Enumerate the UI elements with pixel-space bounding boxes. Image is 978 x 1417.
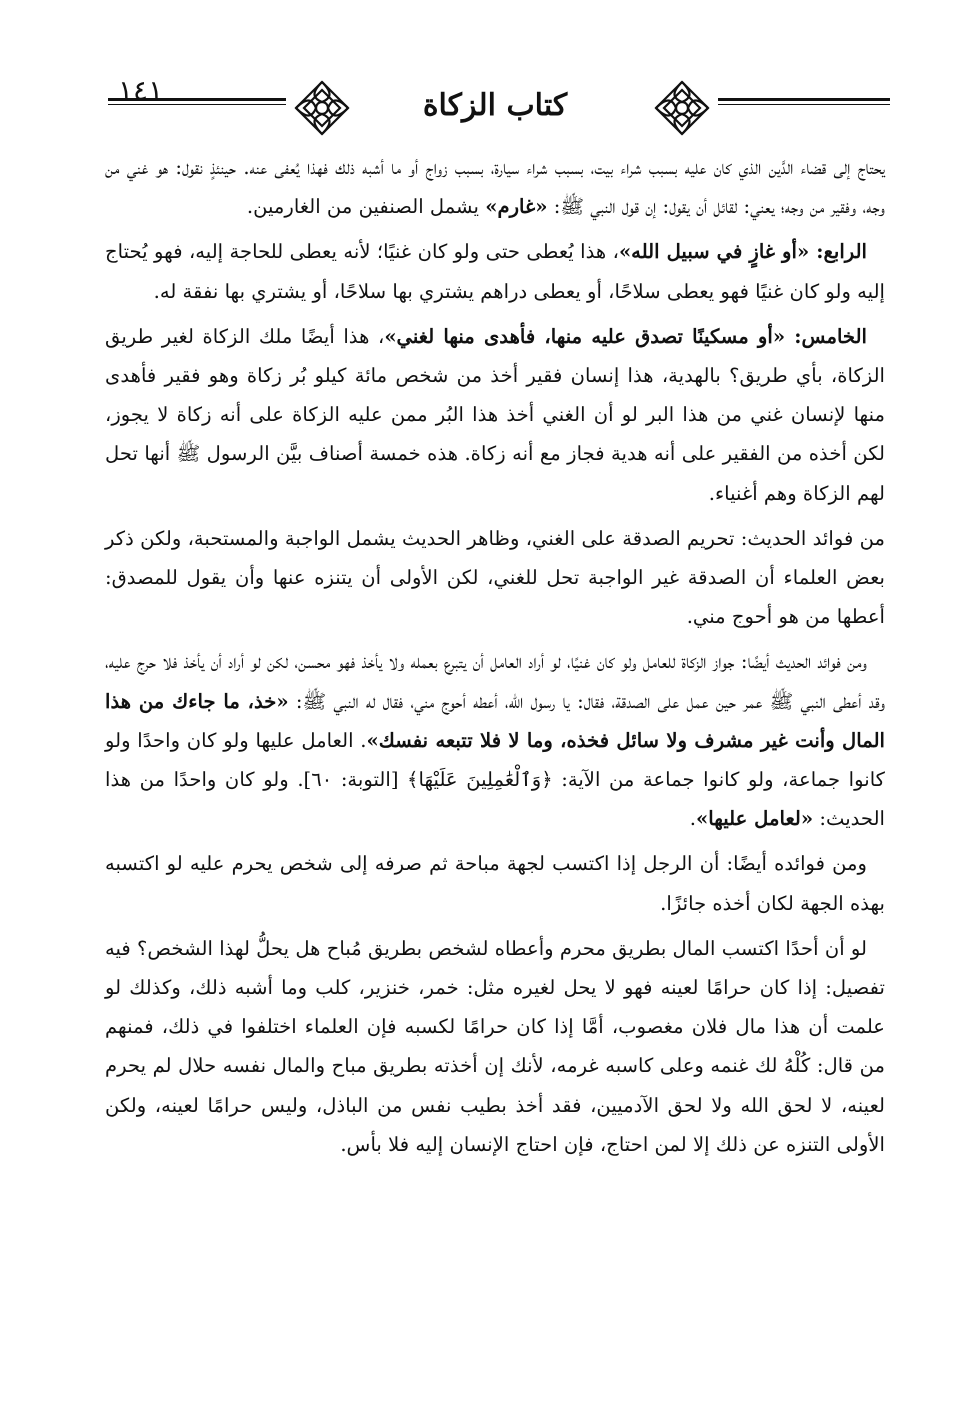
text-run: «غارم» xyxy=(485,195,548,219)
paragraph-2 xyxy=(105,232,885,310)
page-body xyxy=(105,148,885,1170)
text-run: . العامل عليها ولو كان واحدًا ولو كانوا جماعة، ولو كانوا جماعة من الآية: ﴿وَٱلْعَٰمِلِينَ عَلَيْهَا﴾ [التوبة: ٦٠]. ولو كان واحدًا من هذا الحديث: xyxy=(105,728,885,831)
paragraph-5 xyxy=(105,642,885,838)
text-run: الخامس: xyxy=(785,324,867,348)
text-run: ومن فوائد الحديث أيضًا: جواز الزكاة للعامل ولو كان غنيًا، لو أراد العامل أن يتبرع بعمله ولا يأخذ فهو محسن، لكن لو أراد أن يأخذ فلا حرج عليه، وقد أعطى النبي ﷺ عمر حين عمل على الصدقة، فقال: يا رسول الله، أعطه أحوج مني، فقال له النبي ﷺ: xyxy=(105,650,885,713)
text-run: . xyxy=(689,807,696,831)
ornament-right-icon xyxy=(652,78,712,138)
text-run: «أو مسكينًا تصدق عليه منها، فأهدى منها لغني» xyxy=(384,324,786,348)
page-header xyxy=(100,60,890,150)
text-run: «خذ، ما جاءك من هذا المال وأنت غير مشرف ولا سائل فخذه، وما لا فلا تتبعه نفسك» xyxy=(105,689,886,752)
text-run: يشمل الصنفين من الغارمين. xyxy=(246,195,486,219)
text-run: لو أن أحدًا اكتسب المال بطريق محرم وأعطاه لشخص بطريق مُباح هل يحلُّ لهذا الشخص؟ فيه تفصيل: إذا كان حرامًا لعينه فهو لا يحل لغيره مثل: خمر، خنزير، كلب وما أشبه ذلك، وكذلك لو علمت أن هذا مال فلان مغصوب، أمَّا إذا كان حرامًا لكسبه فإن العلماء اختلفوا في ذلك، فمنهم من قال: كُلْهُ لك غنمه وعلى كاسبه غرمه، لأنك إن أخذته بطريق مباح والمال نفسه حلال لم يحرم لعينه، لا لحق الله ولا لحق الآدميين، فقد أخذ بطيب نفس من الباذل، وليس حرامًا لعينه، ولكن الأولى التنزه عن ذلك إلا لمن احتاج، فإن احتاج الإنسان إليه فلا بأس. xyxy=(105,936,885,1156)
chapter-title: كتاب الزكاة xyxy=(422,88,568,123)
text-run: يحتاج إلى قضاء الدَّين الذي كان عليه بسبب شراء بيت، بسبب شراء سيارة، بسبب زواج أو ما أشبه ذلك فهذا يُعفى عنه. حينئذٍ نقول: هو غني من وجه، وفقير من وجه؛ يعني: لقائل أن يقول: إن قول النبي ﷺ: xyxy=(105,156,885,219)
paragraph-3 xyxy=(105,317,885,513)
text-run: «أو غازٍ في سبيل الله» xyxy=(618,240,810,264)
paragraph-4 xyxy=(105,519,885,637)
text-run: ، هذا أيضًا ملك الزكاة لغير طريق الزكاة، بأي طريق؟ بالهدية، هذا إنسان فقير أخذ من شخص مائة كيلو بُر زكاة وهو فقير فأهدى منها لإنسان غني من هذا البر لو أن الغني أخذ هذا البُر ممن عليه الزكاة على أنه زكاة لا يجوز، لكن أخذه من الفقير على أنه هدية فجاز مع أنه زكاة. هذه خمسة أصناف بيَّن الرسول ﷺ أنها تحل لهم الزكاة وهم أغنياء. xyxy=(105,324,885,505)
text-run: من فوائد الحديث: تحريم الصدقة على الغني، وظاهر الحديث يشمل الواجبة والمستحبة، ولكن ذكر بعض العلماء أن الصدقة غير الواجبة تحل للغني، لكن الأولى أن يتنزه عنها وأن يقول للمصدق: أعطها من هو أحوج مني. xyxy=(105,526,885,629)
text-run: ، هذا يُعطى حتى ولو كان غنيًا؛ لأنه يعطى للحاجة إليه، فهو يُحتاج إليه ولو كان غنيًا فهو يعطى سلاحًا، أو يعطى دراهم يشتري بها سلاحًا، أو يشتري بها نفقة له. xyxy=(105,240,885,303)
text-run: «لعامل عليها» xyxy=(695,807,814,831)
paragraph-1 xyxy=(105,148,885,226)
paragraph-6 xyxy=(105,844,885,922)
page-number: ١٤١ xyxy=(118,74,164,107)
paragraph-7 xyxy=(105,929,885,1164)
text-run: ومن فوائده أيضًا: أن الرجل إذا اكتسب لجهة مباحة ثم صرفه إلى شخص يحرم عليه لو اكتسبه بهذه الجهة لكان أخذه جائزًا. xyxy=(105,852,885,915)
text-run: الرابع: xyxy=(809,240,868,264)
